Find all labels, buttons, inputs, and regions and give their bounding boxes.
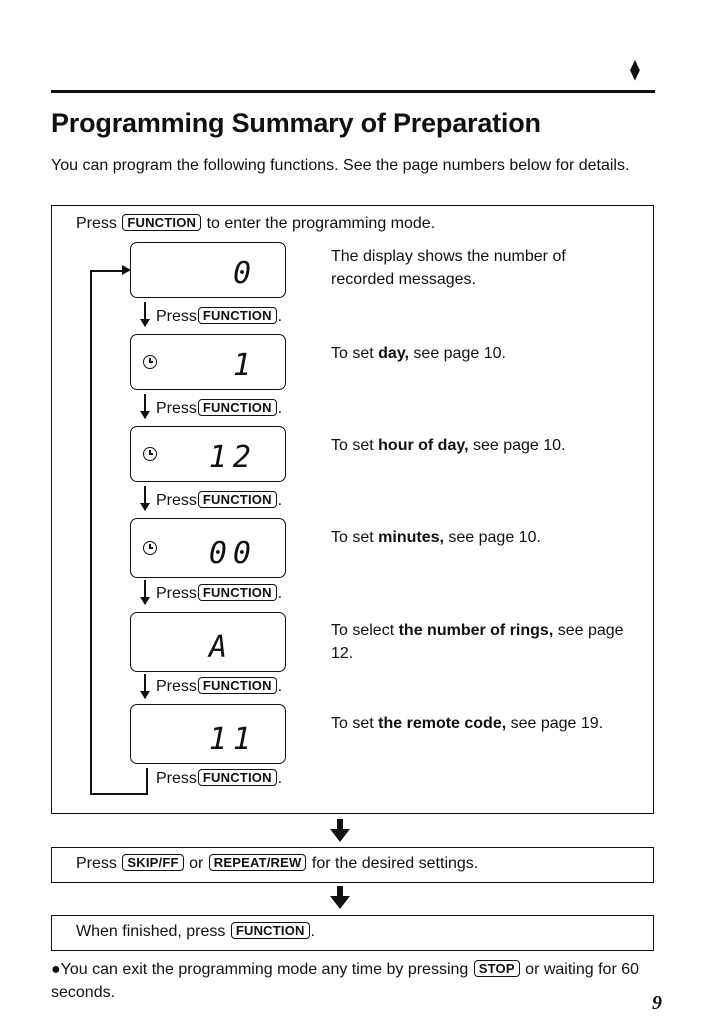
desc-text: The display shows the number of recorded messages. (331, 248, 566, 288)
step-description (331, 434, 631, 457)
lcd-display (130, 704, 286, 764)
lcd-digits: A (208, 630, 233, 665)
clock-icon (143, 447, 157, 461)
or-word: or (189, 855, 204, 872)
function-key: FUNCTION (198, 769, 277, 786)
desc-bold: the remote code, (378, 715, 507, 732)
big-down-arrow-icon (330, 819, 350, 843)
desc-post: see page 12. (331, 622, 624, 662)
desc-text: To set (331, 437, 379, 454)
lcd-display (130, 334, 286, 390)
exit-note (51, 958, 651, 1004)
desc-post: see page 10. (408, 345, 506, 362)
down-arrow-icon (144, 394, 146, 418)
lcd-display (130, 426, 286, 482)
loop-line-bottom (90, 793, 148, 795)
loop-arrow-icon (90, 270, 125, 272)
step-description (331, 342, 631, 365)
adjust-instruction (76, 855, 478, 873)
down-arrow-icon (144, 302, 146, 326)
function-key: FUNCTION (198, 491, 277, 508)
adjust-step-box (51, 847, 654, 883)
desc-bold: the number of rings, (398, 622, 554, 639)
lcd-digits: 11 (208, 722, 257, 757)
desc-bold: hour of day, (378, 437, 469, 454)
function-key: FUNCTION (198, 677, 277, 694)
repeat-rew-key: REPEAT/REW (209, 854, 307, 871)
function-key: FUNCTION (198, 399, 277, 416)
desc-post: see page 10. (443, 529, 541, 546)
press-word: Press (156, 308, 197, 325)
loop-line-up (146, 768, 148, 795)
function-key: FUNCTION (231, 922, 310, 939)
step-description (331, 245, 631, 291)
press-word: Press (156, 400, 197, 417)
down-arrow-icon (144, 580, 146, 604)
clock-icon (143, 541, 157, 555)
lcd-digits: 00 (208, 536, 257, 571)
function-key: FUNCTION (198, 307, 277, 324)
desc-text: To select (331, 622, 399, 639)
enter-suffix: to enter the programming mode. (206, 215, 436, 232)
lcd-display (130, 518, 286, 578)
press-function-line: Press FUNCTION . (156, 770, 283, 787)
press-word: Press (76, 855, 117, 872)
stop-key: STOP (474, 960, 520, 977)
page-title: Programming Summary of Preparation (51, 108, 541, 138)
enter-instruction (76, 214, 435, 234)
step-description (331, 712, 631, 735)
loop-line (90, 270, 92, 794)
press-word: Press (156, 585, 197, 602)
desc-post: see page 19. (506, 715, 604, 732)
step-description (331, 526, 631, 549)
press-function-line: Press FUNCTION . (156, 678, 283, 695)
function-key: FUNCTION (198, 584, 277, 601)
step-description (331, 619, 631, 665)
lcd-digits: 12 (208, 440, 257, 475)
desc-text: To set (331, 529, 379, 546)
intro-text: You can program the following functions. See the page numbers below for details. (51, 157, 630, 174)
press-function-line: Press FUNCTION . (156, 585, 283, 602)
press-function-line: Press FUNCTION . (156, 492, 283, 509)
function-key: FUNCTION (122, 214, 201, 231)
finish-instruction: When finished, press FUNCTION . (76, 923, 316, 940)
press-word: Press (156, 678, 197, 695)
note-end: or waiting for 60 seconds. (51, 961, 640, 1001)
press-function-line: Press FUNCTION . (156, 308, 283, 325)
lcd-display (130, 612, 286, 672)
lcd-digits: 0 (232, 256, 257, 291)
finish-step-box (51, 915, 654, 951)
header-rule (51, 90, 655, 93)
desc-text: To set (331, 345, 379, 362)
finish-text: When finished, press (76, 923, 226, 940)
lcd-digits: 1 (232, 348, 257, 383)
press-word: Press (156, 492, 197, 509)
enter-press-word: Press (76, 215, 117, 232)
clock-icon (143, 355, 157, 369)
section-marker-icon: ⧫ (630, 59, 640, 81)
page-number: 9 (652, 992, 662, 1014)
big-down-arrow-icon (330, 886, 350, 910)
adjust-suffix: for the desired settings. (311, 855, 479, 872)
desc-post: see page 10. (468, 437, 566, 454)
press-word: Press (156, 770, 197, 787)
desc-text: To set (331, 715, 379, 732)
skip-ff-key: SKIP/FF (122, 854, 183, 871)
down-arrow-icon (144, 674, 146, 698)
lcd-display (130, 242, 286, 298)
press-function-line: Press FUNCTION . (156, 400, 283, 417)
desc-bold: day, (378, 345, 409, 362)
down-arrow-icon (144, 486, 146, 510)
note-text: ●You can exit the programming mode any time by pressing (51, 961, 469, 978)
desc-bold: minutes, (378, 529, 444, 546)
